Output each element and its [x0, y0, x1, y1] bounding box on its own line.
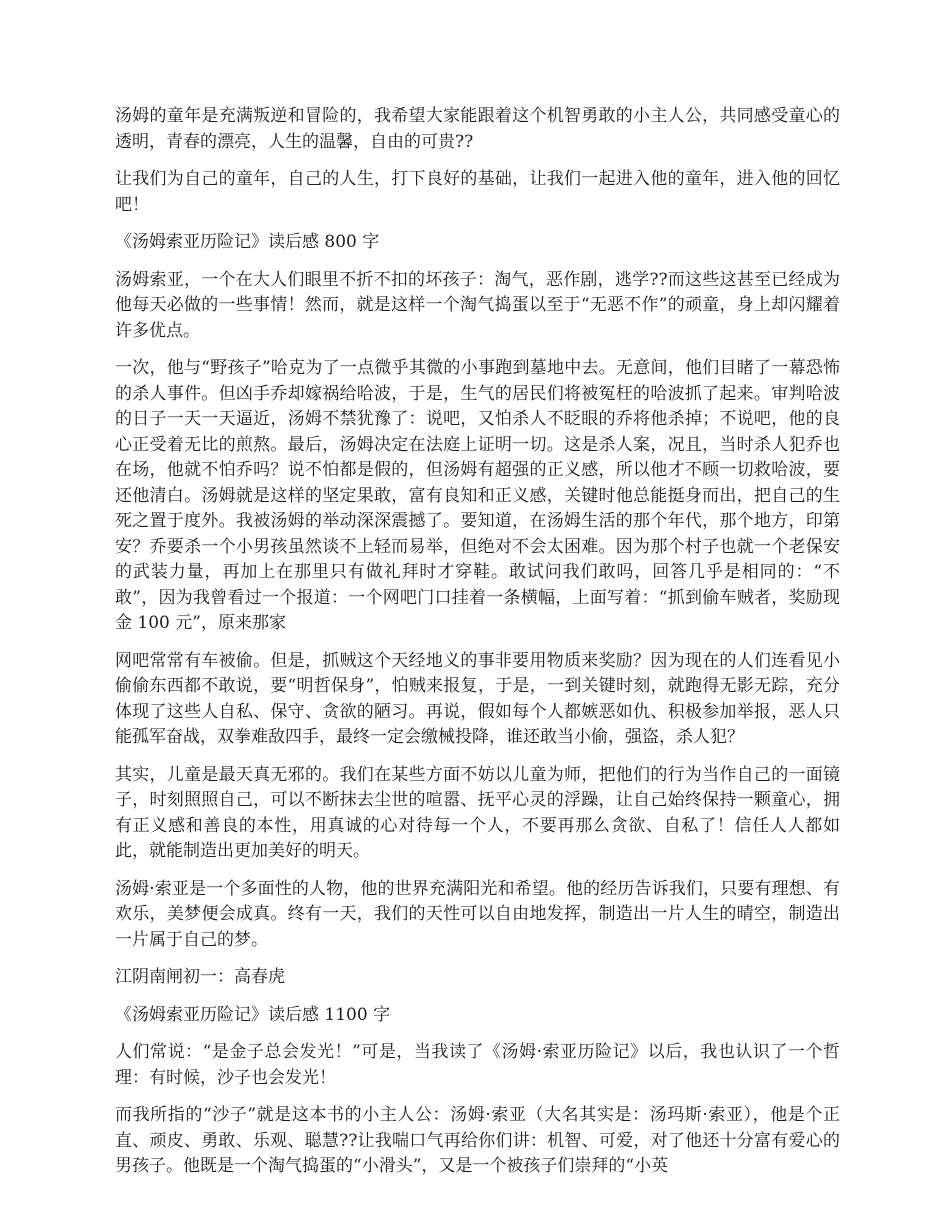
paragraph-intro-2: 让我们为自己的童年，自己的人生，打下良好的基础，让我们一起进入他的童年，进入他的回忆吧！ [115, 169, 840, 215]
section-heading-800: 《汤姆索亚历险记》读后感 800 字 [115, 232, 380, 252]
section-heading-1100: 《汤姆索亚历险记》读后感 1100 字 [115, 1004, 391, 1025]
author-line: 江阴南闸初一：高春虎 [115, 967, 285, 987]
document-body [115, 104, 840, 1192]
paragraph-tom-description: 汤姆索亚，一个在大人们眼里不折不扣的坏孩子：淘气，恶作剧，逃学??而这些这甚至已经成为他每天必做的一些事情！然而，就是这样一个淘气捣蛋以至于“无恶不作”的顽童，身上却闪耀着许多优点。 [115, 269, 840, 341]
paragraph-conclusion: 汤姆·索亚是一个多面性的人物，他的世界充满阳光和希望。他的经历告诉我们，只要有理想、有欢乐，美梦便会成真。终有一天，我们的天性可以自由地发挥，制造出一片人生的晴空，制造出一片属于自己的梦。 [115, 878, 840, 950]
paragraph-sand-meaning: 而我所指的“沙子”就是这本书的小主人公：汤姆·索亚（大名其实是：汤玛斯·索亚），他是个正直、顽皮、勇敢、乐观、聪慧??让我喘口气再给你们讲：机智、可爱，对了他还十分富有爱心的男孩子。他既是一个淘气捣蛋的“小滑头”，又是一个被孩子们崇拜的“小英 [115, 1105, 840, 1176]
paragraph-graveyard-story: 一次，他与“野孩子”哈克为了一点微乎其微的小事跑到墓地中去。无意间，他们目睹了一幕恐怖的杀人事件。但凶手乔却嫁祸给哈波，于是，生气的居民们将被冤枉的哈波抓了起来。审判哈波的日子一天一天逼近，汤姆不禁犹豫了：说吧，又怕杀人不眨眼的乔将他杀掉；不说吧，他的良心正受着无比的煎熬。最后，汤姆决定在法庭上证明一切。这是杀人案，况且，当时杀人犯乔也在场，他就不怕乔吗？说不怕都是假的，但汤姆有超强的正义感，所以他才不顾一切救哈波，要还他清白。汤姆就是这样的坚定果敢，富有良知和正义感，关键时他总能挺身而出，把自己的生死之置于度外。我被汤姆的举动深深震撼了。要知道，在汤姆生活的那个年代，那个地方，印第安？乔要杀一个小男孩虽然谈不上轻而易举，但绝对不会太困难。因为那个村子也就一个老保安的武装力量，再加上在那里只有做礼拜时才穿鞋。敢试问我们敢吗，回答几乎是相同的：“不敢”，因为我曾看过一个报道：一个网吧门口挂着一条横幅，上面写着：“抓到偷车贼者，奖励现金 100 元”，原来那家 [115, 358, 840, 633]
paragraph-children-mirror: 其实，儿童是最天真无邪的。我们在某些方面不妨以儿童为师，把他们的行为当作自己的一面镜子，时刻照照自己，可以不断抹去尘世的喧嚣、抚平心灵的浮躁，让自己始终保持一颗童心，拥有正义感和善良的本性，用真诚的心对待每一个人，不要再那么贪欲、自私了！信任人人都如此，就能制造出更加美好的明天。 [115, 764, 840, 861]
paragraph-gold-sand: 人们常说：“是金子总会发光！”可是，当我读了《汤姆·索亚历险记》以后，我也认识了一个哲理：有时候，沙子也会发光！ [115, 1042, 840, 1088]
paragraph-intro-1: 汤姆的童年是充满叛逆和冒险的，我希望大家能跟着这个机智勇敢的小主人公，共同感受童心的透明，青春的漂亮，人生的温馨，自由的可贵?? [115, 106, 840, 152]
paragraph-internet-cafe: 网吧常常有车被偷。但是，抓贼这个天经地义的事非要用物质来奖励？因为现在的人们连看见小偷偷东西都不敢说，要“明哲保身”，怕贼来报复，于是，一到关键时刻，就跑得无影无踪，充分体现了这些人自私、保守、贪欲的陋习。再说，假如每个人都嫉恶如仇、积极参加举报，恶人只能孤军奋战，双拳难敌四手，最终一定会缴械投降，谁还敢当小偷，强盗，杀人犯？ [115, 650, 840, 747]
